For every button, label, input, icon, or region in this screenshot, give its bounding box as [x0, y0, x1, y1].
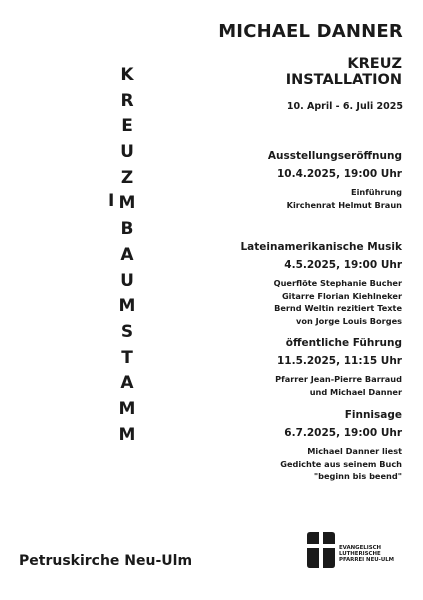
vertical-letter: T [121, 347, 133, 368]
vertical-letter: B [120, 219, 134, 240]
event-datetime: 10.4.2025, 19:00 Uhr [276, 168, 402, 180]
event-detail: Querflöte Stephanie Bucher [273, 278, 402, 288]
installation-title-line: INSTALLATION [285, 72, 402, 88]
vertical-title [115, 63, 139, 448]
vertical-letter: A [120, 373, 134, 394]
event-detail: Michael Danner liest [307, 446, 402, 456]
event-detail: "beginn bis beend" [313, 471, 402, 481]
vertical-title-side-letter: I [108, 191, 115, 211]
venue-name: Petruskirche Neu-Ulm [19, 553, 193, 569]
exhibition-dates: 10. April - 6. Juli 2025 [286, 101, 403, 112]
vertical-letter: Z [120, 167, 134, 188]
event-detail: Gitarre Florian Kiehlneker [281, 290, 402, 301]
vertical-letter: M [118, 193, 136, 214]
event-detail: Kirchenrat Helmut Braun [286, 199, 402, 210]
event-datetime: 6.7.2025, 19:00 Uhr [284, 427, 402, 439]
event-detail: und Michael Danner [309, 386, 402, 397]
event-title: Lateinamerikanische Musik [240, 241, 402, 253]
vertical-letter: S [120, 321, 134, 342]
vertical-letter: M [118, 398, 136, 419]
logo-text-line: EVANGELISCH [339, 545, 382, 551]
event-opening [268, 149, 402, 211]
installation-title [286, 56, 402, 88]
event-detail: von Jorge Louis Borges [295, 315, 402, 326]
vertical-letter: M [118, 424, 136, 445]
vertical-letter: K [120, 65, 134, 85]
event-guided-tour [275, 336, 402, 398]
vertical-letter: R [120, 90, 134, 111]
event-detail: Gedichte aus seinem Buch [280, 458, 402, 469]
installation-title-line: KREUZ [347, 56, 402, 72]
vertical-letter: U [120, 270, 134, 291]
event-finissage [280, 408, 402, 483]
cross-logo-icon [307, 532, 335, 568]
event-datetime: 4.5.2025, 19:00 Uhr [284, 259, 402, 271]
vertical-letter: E [121, 116, 133, 137]
event-detail: Bernd Weltin rezitiert Texte [274, 303, 402, 313]
event-detail: Pfarrer Jean-Pierre Barraud [275, 374, 402, 384]
event-detail: Einführung [350, 187, 402, 197]
logo-text-line: LUTHERISCHE [339, 551, 381, 558]
vertical-letter: M [118, 296, 136, 317]
event-title: Ausstellungseröffnung [267, 150, 402, 162]
logo-text [339, 545, 394, 564]
event-title: Finnisage [344, 409, 402, 421]
vertical-letter: U [120, 142, 134, 163]
church-logo [307, 532, 407, 572]
vertical-letter: A [120, 244, 134, 265]
event-music [240, 240, 402, 327]
logo-text-line: PFARREI NEU-ULM [339, 557, 395, 564]
event-datetime: 11.5.2025, 11:15 Uhr [276, 355, 402, 367]
event-title: öffentliche Führung [285, 337, 402, 349]
artist-name: MICHAEL DANNER [218, 21, 403, 42]
